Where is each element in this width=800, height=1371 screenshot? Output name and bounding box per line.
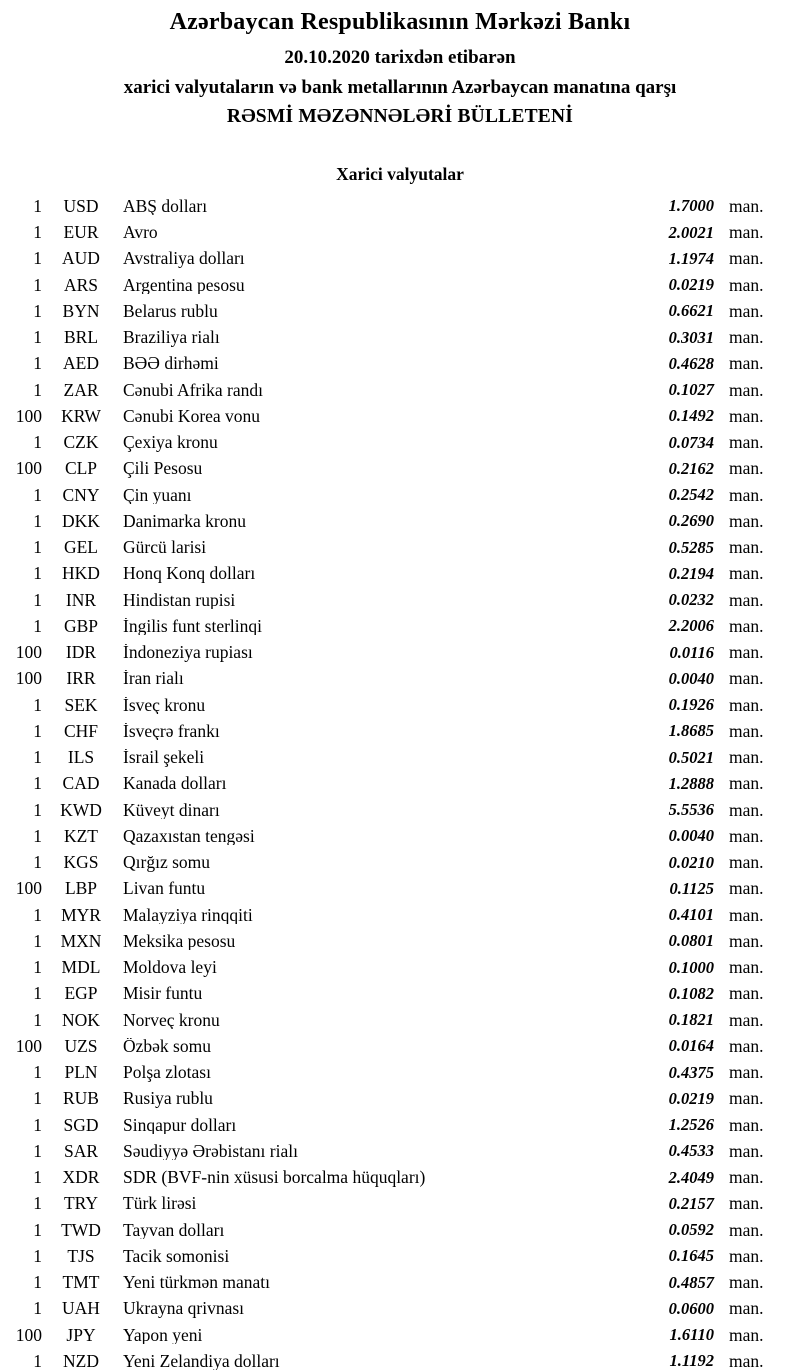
quantity-cell: 100 (15, 1035, 42, 1056)
table-row (0, 1243, 800, 1269)
currency-code-cell: TJS (67, 1245, 95, 1266)
rate-value-cell: 0.1125 (669, 878, 714, 898)
rate-value-cell: 1.2526 (668, 1115, 714, 1135)
quantity-cell: 1 (33, 1272, 42, 1293)
currency-code-cell: UAH (62, 1298, 100, 1319)
unit-label-cell: man. (729, 589, 764, 610)
quantity-cell: 1 (33, 615, 42, 636)
rate-value-cell: 0.1082 (668, 983, 714, 1003)
currency-name-cell: Tayvan dolları (123, 1221, 225, 1240)
currency-name-cell: Sinqapur dolları (123, 1116, 237, 1135)
quantity-cell: 1 (33, 537, 42, 558)
currency-code-cell: TWD (61, 1219, 101, 1240)
unit-label-cell: man. (729, 615, 764, 636)
currency-code-cell: KRW (61, 405, 101, 426)
currency-code-cell: DKK (62, 510, 100, 531)
quantity-cell: 1 (33, 747, 42, 768)
unit-label-cell: man. (729, 1140, 764, 1161)
bulletin-header (0, 0, 800, 127)
currency-name-cell: İran rialı (123, 670, 184, 688)
table-row (0, 351, 800, 377)
table-row (0, 272, 800, 298)
currency-name-cell: Qazaxıstan tengəsi (123, 827, 255, 846)
currency-name-cell: BƏƏ dirhəmi (123, 355, 219, 373)
currency-name-cell: Ukrayna qrivnası (123, 1300, 245, 1318)
currency-code-cell: AUD (62, 248, 100, 269)
currency-code-cell: EGP (64, 983, 98, 1004)
table-row (0, 508, 800, 534)
rate-value-cell: 1.6110 (669, 1325, 714, 1345)
unit-label-cell: man. (729, 930, 764, 951)
quantity-cell: 1 (33, 353, 42, 374)
quantity-cell: 1 (33, 1219, 42, 1240)
currency-code-cell: BRL (63, 327, 99, 348)
unit-label-cell: man. (729, 668, 764, 689)
quantity-cell: 100 (15, 1324, 42, 1345)
table-row (0, 928, 800, 954)
unit-label-cell: man. (729, 694, 764, 715)
unit-label-cell: man. (729, 1350, 764, 1371)
rate-value-cell: 0.0592 (668, 1220, 714, 1240)
quantity-cell: 1 (33, 274, 42, 295)
unit-label-cell: man. (729, 773, 764, 794)
table-row (0, 745, 800, 771)
rate-value-cell: 0.0040 (668, 826, 714, 846)
unit-label-cell: man. (729, 353, 764, 374)
unit-label-cell: man. (729, 642, 764, 663)
table-row (0, 1007, 800, 1033)
table-row (0, 1191, 800, 1217)
unit-label-cell: man. (729, 1062, 764, 1083)
unit-label-cell: man. (729, 983, 764, 1004)
currency-code-cell: INR (65, 589, 97, 610)
unit-label-cell: man. (729, 1324, 764, 1345)
currency-name-cell: Danimarka kronu (123, 512, 246, 531)
unit-label-cell: man. (729, 248, 764, 269)
quantity-cell: 100 (15, 668, 42, 689)
table-row (0, 613, 800, 639)
currency-code-cell: CHF (63, 720, 99, 741)
currency-code-cell: USD (63, 195, 99, 216)
quantity-cell: 1 (33, 563, 42, 584)
currency-name-cell: Cənubi Korea vonu (123, 407, 261, 426)
effective-date-line: 20.10.2020 tarixdən etibarən (284, 47, 516, 68)
unit-label-cell: man. (729, 1009, 764, 1030)
currency-name-cell: Malayziya rinqqiti (123, 906, 253, 925)
unit-label-cell: man. (729, 379, 764, 400)
currency-code-cell: SGD (63, 1114, 99, 1135)
currency-code-cell: CNY (62, 484, 100, 505)
currency-name-cell: Misir funtu (123, 985, 203, 1003)
quantity-cell: 1 (33, 720, 42, 741)
rate-value-cell: 0.4628 (668, 353, 714, 373)
table-row (0, 902, 800, 928)
currency-code-cell: MDL (61, 957, 101, 978)
currency-code-cell: CZK (63, 432, 99, 453)
rate-value-cell: 0.2542 (668, 485, 714, 505)
currency-name-cell: Çili Pesosu (123, 460, 203, 478)
quantity-cell: 1 (33, 1009, 42, 1030)
currency-name-cell: İsveç kronu (123, 696, 206, 715)
currency-code-cell: CLP (64, 458, 98, 479)
rate-value-cell: 0.0116 (669, 642, 714, 662)
quantity-cell: 1 (33, 1298, 42, 1319)
unit-label-cell: man. (729, 537, 764, 558)
rate-value-cell: 2.0021 (668, 222, 714, 242)
rate-value-cell: 0.3031 (668, 327, 714, 347)
rate-value-cell: 0.0219 (668, 275, 714, 295)
unit-label-cell: man. (729, 327, 764, 348)
table-row (0, 1165, 800, 1191)
quantity-cell: 1 (33, 904, 42, 925)
rate-value-cell: 0.0232 (668, 590, 714, 610)
table-row (0, 1033, 800, 1059)
currency-name-cell: İsrail şekeli (123, 749, 205, 767)
currency-code-cell: XDR (62, 1167, 100, 1188)
currency-name-cell: İngilis funt sterlinqi (123, 617, 263, 636)
quantity-cell: 1 (33, 327, 42, 348)
rate-value-cell: 0.1027 (668, 380, 714, 400)
table-row (0, 1348, 800, 1371)
table-row (0, 1060, 800, 1086)
unit-label-cell: man. (729, 222, 764, 243)
currency-name-cell: Moldova leyi (123, 959, 217, 977)
rate-value-cell: 1.2888 (668, 773, 714, 793)
quantity-cell: 1 (33, 222, 42, 243)
unit-label-cell: man. (729, 825, 764, 846)
quantity-cell: 1 (33, 957, 42, 978)
table-row (0, 1217, 800, 1243)
rate-value-cell: 0.0734 (668, 432, 714, 452)
unit-label-cell: man. (729, 852, 764, 873)
table-row (0, 692, 800, 718)
table-row (0, 1322, 800, 1348)
quantity-cell: 100 (15, 642, 42, 663)
currency-name-cell: Kanada dolları (123, 775, 227, 793)
bulletin-title: RƏSMİ MƏZƏNNƏLƏRİ BÜLLETENİ (226, 105, 574, 127)
currency-code-cell: IRR (66, 668, 96, 689)
quantity-cell: 1 (33, 379, 42, 400)
rate-value-cell: 1.1192 (669, 1351, 714, 1371)
table-row (0, 850, 800, 876)
table-row (0, 246, 800, 272)
table-row (0, 1112, 800, 1138)
currency-name-cell: İsveçrə frankı (123, 722, 220, 741)
exchange-rates-table (0, 193, 800, 1371)
unit-label-cell: man. (729, 1114, 764, 1135)
quantity-cell: 1 (33, 1114, 42, 1135)
currency-code-cell: MXN (60, 930, 102, 951)
currency-code-cell: PLN (64, 1062, 98, 1083)
currency-name-cell: Özbək somu (123, 1037, 211, 1056)
rate-value-cell: 0.0801 (668, 931, 714, 951)
currency-name-cell: Çin yuanı (123, 486, 192, 505)
quantity-cell: 1 (33, 825, 42, 846)
unit-label-cell: man. (729, 1272, 764, 1293)
table-row (0, 1138, 800, 1164)
table-row (0, 797, 800, 823)
rate-value-cell: 0.6621 (668, 301, 714, 321)
table-row (0, 718, 800, 744)
table-row (0, 666, 800, 692)
currency-code-cell: TMT (62, 1272, 100, 1293)
unit-label-cell: man. (729, 458, 764, 479)
unit-label-cell: man. (729, 1219, 764, 1240)
rate-value-cell: 0.2194 (668, 563, 714, 583)
currency-name-cell: Honq Konq dolları (123, 565, 256, 583)
rate-value-cell: 0.2690 (668, 511, 714, 531)
rate-value-cell: 0.1926 (668, 695, 714, 715)
currency-code-cell: UZS (64, 1035, 98, 1056)
table-row (0, 981, 800, 1007)
currency-code-cell: ILS (67, 747, 95, 768)
unit-label-cell: man. (729, 484, 764, 505)
currency-name-cell: Yeni Zelandiya dolları (123, 1352, 280, 1371)
currency-name-cell: Küveyt dinarı (123, 801, 220, 820)
rate-value-cell: 0.4533 (668, 1141, 714, 1161)
unit-label-cell: man. (729, 878, 764, 899)
quantity-cell: 1 (33, 1350, 42, 1371)
currency-name-cell: Tacik somonisi (123, 1247, 230, 1266)
bank-name-title: Azərbaycan Respublikasının Mərkəzi Bankı (169, 9, 631, 35)
quantity-cell: 1 (33, 300, 42, 321)
currency-name-cell: Gürcü larisi (123, 539, 207, 557)
rate-value-cell: 1.7000 (668, 196, 714, 216)
table-row (0, 1296, 800, 1322)
table-row (0, 535, 800, 561)
unit-label-cell: man. (729, 799, 764, 820)
quantity-cell: 100 (15, 878, 42, 899)
quantity-cell: 1 (33, 1140, 42, 1161)
quantity-cell: 1 (33, 195, 42, 216)
currency-name-cell: Avstraliya dolları (123, 250, 245, 268)
rate-value-cell: 2.4049 (668, 1167, 714, 1187)
currency-name-cell: Rusiya rublu (123, 1090, 213, 1108)
unit-label-cell: man. (729, 1088, 764, 1109)
unit-label-cell: man. (729, 1035, 764, 1056)
table-row (0, 955, 800, 981)
rate-value-cell: 0.4101 (668, 905, 714, 925)
currency-code-cell: NOK (62, 1009, 100, 1030)
currency-name-cell: Belarus rublu (123, 302, 218, 321)
quantity-cell: 1 (33, 1193, 42, 1214)
currency-code-cell: BYN (62, 300, 100, 321)
table-row (0, 771, 800, 797)
table-row (0, 430, 800, 456)
rate-value-cell: 0.4857 (668, 1272, 714, 1292)
currency-code-cell: JPY (66, 1324, 96, 1345)
quantity-cell: 1 (33, 484, 42, 505)
table-row (0, 456, 800, 482)
table-row (0, 823, 800, 849)
currency-code-cell: MYR (61, 904, 101, 925)
rate-value-cell: 1.8685 (668, 721, 714, 741)
unit-label-cell: man. (729, 904, 764, 925)
currency-code-cell: EUR (63, 222, 99, 243)
rate-value-cell: 0.0164 (668, 1036, 714, 1056)
quantity-cell: 1 (33, 1062, 42, 1083)
currency-code-cell: SEK (64, 694, 98, 715)
currency-code-cell: GBP (63, 615, 99, 636)
rate-value-cell: 5.5536 (668, 800, 714, 820)
currency-code-cell: ZAR (63, 379, 99, 400)
rate-value-cell: 0.0600 (668, 1298, 714, 1318)
currency-name-cell: Türk lirəsi (123, 1195, 197, 1213)
table-row (0, 325, 800, 351)
currency-name-cell: Livan funtu (123, 880, 206, 898)
quantity-cell: 1 (33, 1245, 42, 1266)
currency-name-cell: Yeni türkmən manatı (123, 1274, 270, 1292)
quantity-cell: 1 (33, 983, 42, 1004)
quantity-cell: 1 (33, 930, 42, 951)
rate-value-cell: 0.1000 (668, 957, 714, 977)
currency-code-cell: KWD (60, 799, 102, 820)
currency-code-cell: LBP (64, 878, 98, 899)
unit-label-cell: man. (729, 747, 764, 768)
currency-code-cell: CAD (62, 773, 100, 794)
currency-code-cell: KGS (63, 852, 99, 873)
currency-name-cell: Norveç kronu (123, 1011, 220, 1030)
currency-code-cell: SAR (63, 1140, 99, 1161)
quantity-cell: 100 (15, 405, 42, 426)
rate-value-cell: 0.0210 (668, 852, 714, 872)
rate-value-cell: 0.1492 (668, 406, 714, 426)
quantity-cell: 1 (33, 1167, 42, 1188)
quantity-cell: 1 (33, 694, 42, 715)
table-row (0, 1086, 800, 1112)
unit-label-cell: man. (729, 195, 764, 216)
table-row (0, 1270, 800, 1296)
unit-label-cell: man. (729, 957, 764, 978)
currency-code-cell: TRY (63, 1193, 99, 1214)
quantity-cell: 1 (33, 510, 42, 531)
rate-value-cell: 0.5285 (668, 537, 714, 557)
table-row (0, 193, 800, 219)
currency-name-cell: Avro (123, 224, 158, 242)
rate-value-cell: 2.2006 (668, 616, 714, 636)
currency-name-cell: Cənubi Afrika randı (123, 381, 263, 400)
currency-name-cell: Qırğız somu (123, 854, 211, 872)
unit-label-cell: man. (729, 274, 764, 295)
unit-label-cell: man. (729, 510, 764, 531)
table-row (0, 220, 800, 246)
quantity-cell: 1 (33, 589, 42, 610)
rate-value-cell: 0.2157 (668, 1193, 714, 1213)
quantity-cell: 1 (33, 1088, 42, 1109)
bulletin-subtitle: xarici valyutaların və bank metallarının Azərbaycan manatına qarşı (123, 76, 677, 98)
currency-name-cell: Polşa zlotası (123, 1064, 211, 1082)
rate-value-cell: 1.1974 (668, 248, 714, 268)
currency-name-cell: Hindistan rupisi (123, 591, 236, 610)
currency-code-cell: GEL (63, 537, 99, 558)
currency-name-cell: Braziliya rialı (123, 329, 220, 347)
section-title-foreign-currencies: Xarici valyutalar (336, 164, 464, 185)
quantity-cell: 100 (15, 458, 42, 479)
table-row (0, 377, 800, 403)
rate-value-cell: 0.1645 (668, 1246, 714, 1266)
table-row (0, 298, 800, 324)
table-row (0, 876, 800, 902)
currency-code-cell: RUB (63, 1088, 99, 1109)
unit-label-cell: man. (729, 300, 764, 321)
currency-name-cell: Səudiyyə Ərəbistanı rialı (123, 1142, 298, 1161)
table-row (0, 561, 800, 587)
currency-code-cell: AED (63, 353, 99, 374)
currency-name-cell: Çexiya kronu (123, 434, 218, 452)
currency-name-cell: İndoneziya rupiası (123, 644, 253, 662)
unit-label-cell: man. (729, 720, 764, 741)
table-row (0, 482, 800, 508)
rate-value-cell: 0.4375 (668, 1062, 714, 1082)
unit-label-cell: man. (729, 1193, 764, 1214)
currency-name-cell: Argentina pesosu (123, 276, 245, 295)
quantity-cell: 1 (33, 799, 42, 820)
rate-value-cell: 0.0219 (668, 1088, 714, 1108)
rate-value-cell: 0.0040 (668, 668, 714, 688)
currency-code-cell: HKD (62, 563, 100, 584)
unit-label-cell: man. (729, 405, 764, 426)
unit-label-cell: man. (729, 432, 764, 453)
rate-value-cell: 0.2162 (668, 458, 714, 478)
rate-value-cell: 0.5021 (668, 747, 714, 767)
table-row (0, 640, 800, 666)
currency-name-cell: Yapon yeni (123, 1326, 203, 1345)
currency-code-cell: NZD (63, 1350, 99, 1371)
currency-code-cell: IDR (65, 642, 97, 663)
currency-name-cell: Meksika pesosu (123, 932, 236, 951)
quantity-cell: 1 (33, 852, 42, 873)
currency-code-cell: ARS (63, 274, 99, 295)
unit-label-cell: man. (729, 563, 764, 584)
table-row (0, 403, 800, 429)
table-row (0, 587, 800, 613)
currency-name-cell: SDR (BVF-nin xüsusi borcalma hüquqları) (123, 1169, 426, 1187)
quantity-cell: 1 (33, 773, 42, 794)
unit-label-cell: man. (729, 1167, 764, 1188)
unit-label-cell: man. (729, 1245, 764, 1266)
quantity-cell: 1 (33, 432, 42, 453)
rate-value-cell: 0.1821 (668, 1010, 714, 1030)
unit-label-cell: man. (729, 1298, 764, 1319)
currency-name-cell: ABŞ dolları (123, 197, 208, 216)
quantity-cell: 1 (33, 248, 42, 269)
currency-code-cell: KZT (63, 825, 99, 846)
